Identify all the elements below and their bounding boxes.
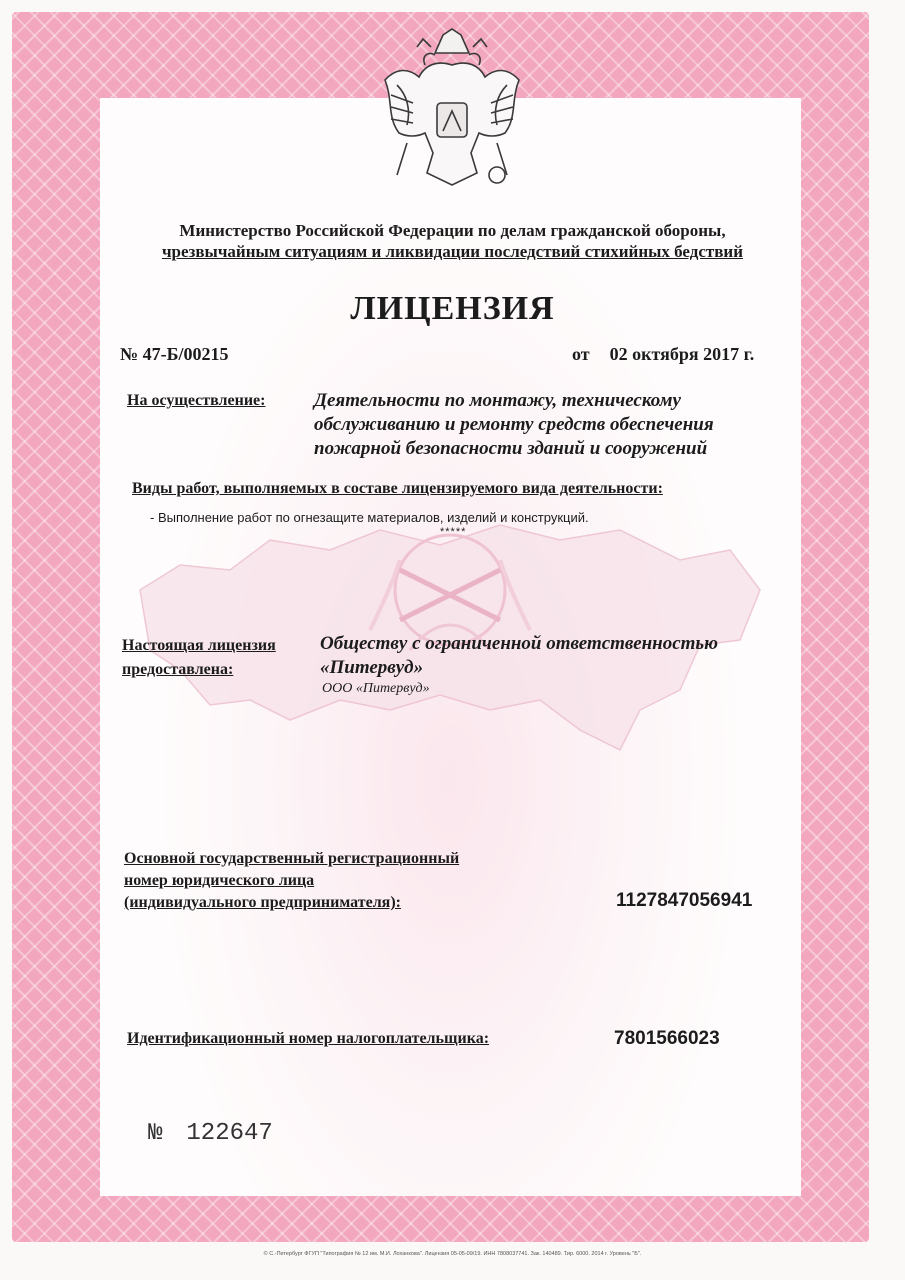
activity-line: обслуживанию и ремонту средств обеспечения [314, 414, 714, 435]
licensee-line-1: Обществу с ограниченной ответственностью [320, 633, 718, 654]
works-header: Виды работ, выполняемых в составе лицензируемого вида деятельности: [132, 480, 663, 497]
licensee-name [320, 632, 790, 680]
ogrn-value: 1127847056941 [616, 890, 753, 911]
ogrn-label-line-1: Основной государственный регистрационный [124, 850, 460, 867]
stars-separator: ***** [440, 526, 467, 538]
document-title: ЛИЦЕНЗИЯ [350, 290, 555, 327]
date-prefix: от [572, 344, 590, 364]
printer-footer: © С.-Петербург ФГУП "Типография № 12 им. М.И. Лоханкова". Лицензия 05-05-09/19. ИНН 7808037741. Зак. 140489. Тир. 6000. 2014 г. Уровень "Б". [263, 1251, 642, 1257]
ogrn-label-line-3: (индивидуального предпринимателя): [124, 894, 401, 911]
serial-value: 122647 [186, 1120, 273, 1147]
activity-line: пожарной безопасности зданий и сооружений [314, 438, 708, 459]
blank-serial-number [148, 1120, 273, 1147]
ministry-heading [120, 220, 785, 262]
licensee-short-name: ООО «Питервуд» [322, 681, 430, 696]
ministry-line-2: чрезвычайным ситуациям и ликвидации последствий стихийных бедствий [161, 242, 744, 261]
granted-label-line-1: Настоящая лицензия [122, 637, 276, 654]
inn-label: Идентификационный номер налогоплательщика: [127, 1030, 490, 1047]
activity-line: Деятельности по монтажу, техническому [314, 390, 681, 411]
works-item: - Выполнение работ по огнезащите материалов, изделий и конструкций. [150, 510, 589, 525]
activity-description [314, 389, 784, 461]
inn-value: 7801566023 [614, 1028, 720, 1049]
ministry-line-1: Министерство Российской Федерации по делам гражданской обороны, [179, 221, 726, 240]
license-date: 02 октября 2017 г. [609, 344, 755, 364]
license-number: № 47-Б/00215 [120, 344, 229, 364]
serial-prefix: № [148, 1120, 163, 1147]
granted-label-line-2: предоставлена: [122, 661, 234, 678]
granted-label [122, 634, 276, 682]
ogrn-label [124, 848, 459, 914]
russian-double-headed-eagle-emblem [377, 25, 527, 190]
ogrn-label-line-2: номер юридического лица [124, 872, 315, 889]
licensee-line-2: «Питервуд» [320, 657, 424, 678]
license-date-block [572, 344, 754, 365]
activity-label: На осуществление: [127, 392, 266, 409]
